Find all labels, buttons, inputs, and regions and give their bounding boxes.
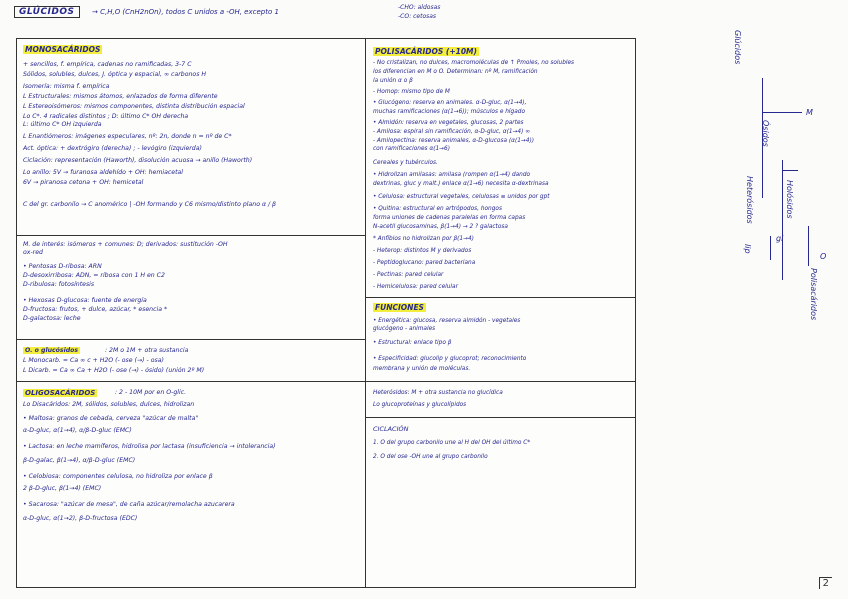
poli-line: muchas ramificaciones (α(1→6)); músculos e hígado	[373, 109, 525, 115]
interes-line: M. de interés: isómeros + comunes: D; derivados: sustitución -OH	[23, 241, 228, 248]
section-title-funciones: FUNCIONES	[375, 303, 424, 312]
section-title-monosacaridos: MONOSACÁRIDOS	[25, 45, 101, 54]
oligo-line: : 2 - 10M por en O-glic.	[115, 389, 187, 396]
poli-line: - Hemicelulosa: pared celular	[373, 284, 458, 290]
oligo-line: • Sacarosa: "azúcar de mesa", de caña azúcar/remolacha azucarera	[23, 501, 235, 508]
mono-line: L Estereoisómeros: mismos componentes, distinta distribución espacial	[23, 103, 245, 110]
poli-line: con ramificaciones α(1→6)	[373, 146, 450, 152]
mono-line: C del gr. carbonilo → C anomérico | -OH formando y C6 mismo/distinto plano α / β	[23, 201, 276, 208]
glucosidos-line: : 2M o 1M + otra sustancia	[105, 347, 189, 354]
poli-line: • Celulosa: estructural vegetales, celulosas ≡ unidos por gpt	[373, 194, 550, 200]
divider	[17, 381, 365, 382]
interes-line: D-desoxirribosa: ADN, = ribosa con 1 H en C2	[23, 272, 165, 279]
poli-line: - Amilosa: espiral sin ramificación, α-D-gluc, α(1→4) ∞	[373, 129, 531, 135]
mono-line: Lo anillo: 5V → furanosa aldehído + OH: hemiacetal	[23, 169, 184, 176]
interes-line: D-fructosa: frutos, + dulce, azúcar, * esencia *	[23, 306, 168, 313]
poli-line: forma uniones de cadenas paralelas en forma capas	[373, 215, 526, 221]
tree-label-gl: gl	[776, 234, 784, 243]
poli-line: • Almidón: reserva en vegetales, glucosas, 2 partes	[373, 120, 524, 126]
tree-label-lip: lip	[743, 244, 752, 254]
tree-label-holosidos: Holósidos	[785, 180, 794, 219]
poli-line: N-acetil glucosaminas, β(1→4) → 2 ? galactosa	[373, 224, 508, 230]
poli-line: - Amilopectina: reserva animales, α-D-glucosa (α(1→4))	[373, 138, 534, 144]
divider	[365, 417, 635, 418]
oligo-line: Lo Disacáridos: 2M, sólidos, solubles, dulces, hidrolizan	[23, 401, 195, 408]
section-title-polisacaridos: POLISACÁRIDOS (+10M)	[375, 47, 477, 56]
notes-sheet	[16, 38, 636, 588]
ciclacion-line: 1. O del grupo carbonilo une al H del OH del último C*	[373, 440, 531, 446]
tree-label-o: O	[820, 252, 827, 261]
oligo-line: α-D-gluc, α(1→2), β-D-fructosa (EDC)	[23, 515, 138, 522]
divider	[17, 235, 365, 236]
poli-line: - Heterop: distintos M y derivados	[373, 248, 472, 254]
tree-branch	[770, 236, 771, 260]
header-formula: → C,H,O (CnH2nOn), todos C unidos a -OH, excepto 1	[92, 8, 279, 16]
poli-line: * Anfíbios no hidrolizan por β(1→4)	[373, 236, 474, 242]
tree-branch	[808, 226, 809, 266]
tree-label-glucidos: Glúcidos	[733, 30, 742, 65]
oligo-line: α-D-gluc, α(1→4), α/β-D-gluc (EMC)	[23, 427, 132, 434]
divider	[365, 297, 635, 298]
mono-line: Isomería: misma f. empírica	[23, 83, 110, 90]
interes-line: • Hexosas D-glucosa: fuente de energía	[23, 297, 147, 304]
funciones-line: glucógeno - animales	[373, 326, 436, 332]
interes-line: D-galactosa: leche	[23, 315, 81, 322]
ciclacion-line: 2. O del ose -OH une al grupo carbonilo	[373, 454, 488, 460]
glucosidos-line: L Dicarb. = Ca ∞ Ca + H2O (- ose (→) - ósido) (unión 2º M)	[23, 367, 205, 374]
interes-line: • Pentosas D-ribosa: ARN	[23, 263, 102, 270]
heterosidos-line: Heterósidos: M + otra sustancia no glucídica	[373, 390, 503, 396]
funciones-line: • Estructural: enlace tipo β	[373, 340, 452, 346]
mono-line: L Enantiómeros: imágenes especulares, nº: 2n, donde n = nº de C*	[23, 133, 232, 140]
tree-label-polisacaridos: Polisacáridos	[809, 268, 818, 321]
header-branch-cetosas: -CO: cetosas	[398, 13, 437, 20]
divider	[17, 339, 365, 340]
oligo-line: • Lactosa: en leche mamíferos, hidrolisa por lactasa (insuficiencia → intolerancia)	[23, 443, 276, 450]
oligo-line: 2 β-D-gluc, β(1→4) (EMC)	[23, 485, 102, 492]
mono-line: L Estructurales: mismos átomos, enlazados de forma diferente	[23, 93, 218, 100]
poli-line: Cereales y tubérculos.	[373, 160, 438, 166]
mono-line: + sencillos, f. empírica, cadenas no ramificadas, 3-7 C	[23, 61, 192, 68]
divider	[365, 381, 635, 382]
poli-line: los diferencian en M o O. Determinan: nº M, ramificación	[373, 69, 538, 75]
interes-line: ox-red	[23, 249, 43, 256]
oligo-line: • Celobiosa: componentes celulosa, no hidroliza por enlace β	[23, 473, 213, 480]
mono-line: 6V → piranosa cetona + OH: hemicetal	[23, 179, 144, 186]
tree-branch	[782, 160, 783, 280]
mono-line: L: último C* OH izquierda	[23, 121, 102, 128]
tree-branch	[782, 170, 798, 171]
funciones-line: • Especificidad: glucolip y glucoprot; reconocimiento	[373, 356, 527, 362]
glucosidos-line: L Monocarb. = Ca ∞ c + H2O (- ose (→) - osa)	[23, 357, 164, 364]
tree-label-heterosidos: Heterósidos	[745, 176, 754, 224]
section-title-glucosidos: O. o glucósidos	[25, 347, 79, 354]
poli-line: • Glucógeno: reserva en animales. α-D-gluc, α(1→4),	[373, 100, 527, 106]
tree-label-m: M	[806, 108, 813, 117]
interes-line: D-ribulosa: fotosíntesis	[23, 281, 95, 288]
header-branch-aldosas: -CHO: aldosas	[398, 4, 441, 11]
mono-line: Lo C*. 4 radicales distintos ; D: último C* OH derecha	[23, 113, 189, 120]
poli-line: - Homop: mismo tipo de M	[373, 89, 450, 95]
document-title: GLÚCIDOS	[14, 6, 80, 18]
mono-line: Sólidos, solubles, dulces, J. óptica y espacial, ∞ carbonos H	[23, 71, 207, 78]
funciones-line: membrana y unión de moléculas.	[373, 366, 471, 372]
page-number: 2	[819, 577, 832, 589]
funciones-line: • Energética: glucosa, reserva almidón - vegetales	[373, 318, 521, 324]
poli-line: - Pectinas: pared celular	[373, 272, 444, 278]
poli-line: la unión α o β	[373, 78, 413, 84]
section-title-oligosacaridos: OLIGOSACÁRIDOS	[25, 389, 96, 397]
heterosidos-line: Lo glucoproteínas y glucolípidos	[373, 402, 467, 408]
oligo-line: • Maltosa: granos de cebada, cerveza "azúcar de malta"	[23, 415, 199, 422]
oligo-line: β-D-galac, β(1→4), α/β-D-gluc (EMC)	[23, 457, 136, 464]
section-title-ciclacion: CICLACIÓN	[373, 425, 409, 433]
poli-line: • Quitina: estructural en artrópodos, hongos	[373, 206, 502, 212]
poli-line: • Hidrolizan amilasas: amilasa (rompen α(1→4) dando	[373, 172, 531, 178]
tree-label-osidos: Ósidos	[761, 120, 770, 147]
tree-branch	[762, 112, 802, 113]
poli-line: dextrinas, gluc y malt.) enlace α(1→6) necesita α-dextrinasa	[373, 181, 549, 187]
column-divider	[365, 39, 366, 587]
mono-line: Act. óptica: + dextrógiro (derecha) ; - levógiro (izquierda)	[23, 145, 202, 152]
poli-line: - Peptidoglucano: pared bacteriana	[373, 260, 476, 266]
mono-line: Ciclación: representación (Haworth), disolución acuosa → anillo (Haworth)	[23, 157, 253, 164]
poli-line: - No cristalizan, no dulces, macromoléculas de ↑ Pmoles, no solubles	[373, 60, 575, 66]
